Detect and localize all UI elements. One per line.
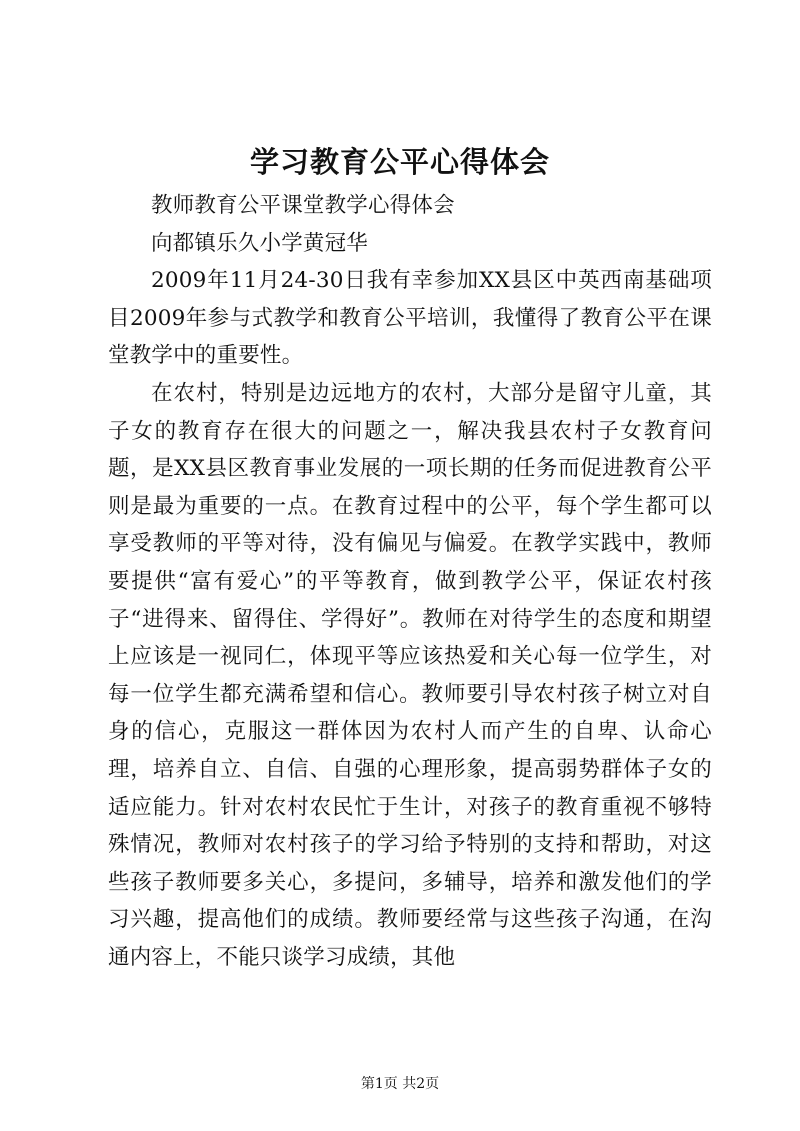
body-paragraph-2: 在农村，特别是边远地方的农村，大部分是留守儿童，其子女的教育存在很大的问题之一，解决我县农村子女教育问题，是XX县区教育事业发展的一项长期的任务而促进教育公平则是最为重要的一点。在教育过程中的公平，每个学生都可以享受教师的平等对待，没有偏见与偏爱。在教学实践中，教师要提供“富有爱心”的平等教育，做到教学公平，保证农村孩子“进得来、留得住、学得好”。教师在对待学生的态度和期望上应该是一视同仁，体现平等应该热爱和关心每一位学生，对每一位学生都充满希望和信心。教师要引导农村孩子树立对自身的信心，克服这一群体因为农村人而产生的自卑、认命心理，培养自立、自信、自强的心理形象，提高弱势群体子女的适应能力。针对农村农民忙于生计，对孩子的教育重视不够特殊情况，教师对农村孩子的学习给予特别的支持和帮助，对这些孩子教师要多关心，多提问，多辅导，培养和激发他们的学习兴趣，提高他们的成绩。教师要经常与这些孩子沟通，在沟通内容上，不能只谈学习成绩，其他	[108, 380, 712, 970]
page-footer: 第1页 共2页	[360, 1076, 440, 1092]
body-paragraph-1: 2009年11月24-30日我有幸参加XX县区中英西南基础项目2009年参与式教学和教育公平培训，我懂得了教育公平在课堂教学中的重要性。	[108, 268, 712, 369]
author-paragraph: 向都镇乐久小学黄冠华	[151, 230, 369, 256]
document-body	[108, 187, 712, 976]
subtitle-paragraph: 教师教育公平课堂教学心得体会	[151, 193, 455, 218]
document-title: 学习教育公平心得体会	[249, 145, 550, 179]
